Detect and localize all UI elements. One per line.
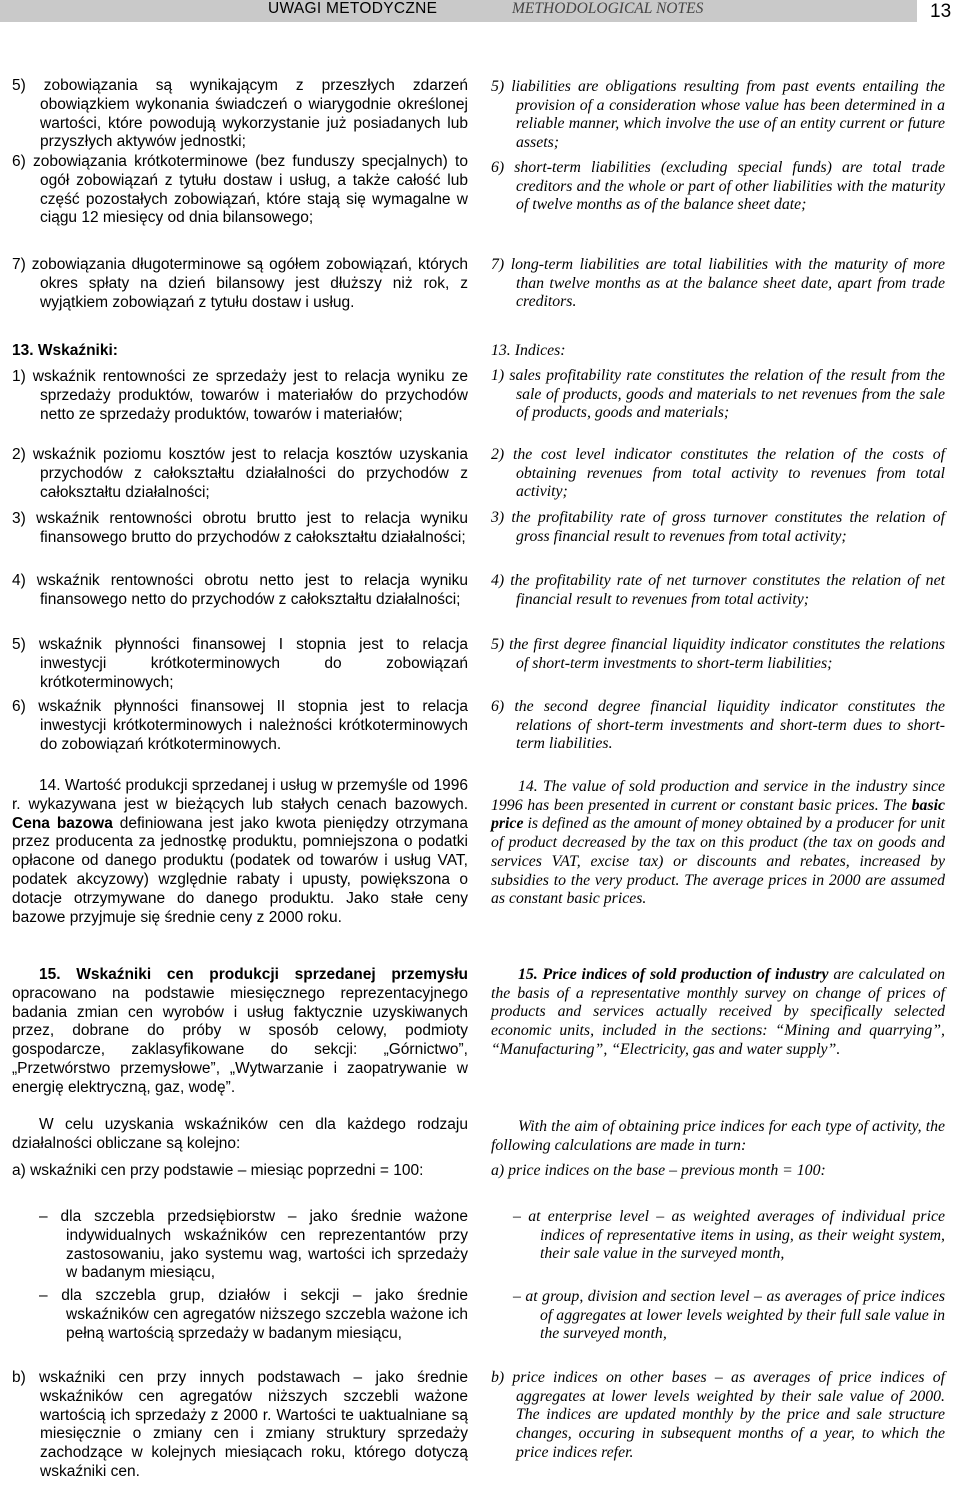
calculation-intro-pl: W celu uzyskania wskaźników cen dla każdego rodzaju działalności obliczane są kolejno: <box>12 1116 468 1152</box>
section-15-body-en: are calculated on the basis of a representative monthly survey on change of prices of products and services actually received by specifically selected economic units, included in the sections: “Mining and quarrying”, “Manufacturing”, “Electricity, gas and water supply”. <box>491 966 945 1058</box>
indicator-3-en: 3) the profitability rate of gross turnover constitutes the relation of gross financial result to revenues from total activity; <box>491 509 945 545</box>
indicator-1-pl: 1) wskaźnik rentowności ze sprzedaży jest to relacja wyniku ze sprzedaży produktów, towarów i materiałów do przychodów netto ze sprzedaży produktów, towarów i materiałów; <box>12 368 468 423</box>
item-b-en: b) price indices on other bases – as averages of price indices of aggregates at lower levels weighted by their sale value of 2000. The indices are updated monthly by the price and sale structure changes, occuring in subsequent months of a year, to which the price indices refer. <box>491 1369 945 1461</box>
indicator-5-pl: 5) wskaźnik płynności finansowej I stopnia jest to relacja inwestycji krótkoterminowych do zobowiązań krótkoterminowych; <box>12 636 468 691</box>
item-6-pl: 6) zobowiązania krótkoterminowe (bez funduszy specjalnych) to ogół zobowiązań z tytułu dostaw i usług, a także całość lub część pozostałych zobowiązań, które stają się wymagalne w ciągu 12 miesięcy od dnia bilansowego; <box>12 153 468 227</box>
section-14-body-pl: definiowana jest jako kwota pieniędzy otrzymana przez producenta za jednostkę produktu, pomniejszona o podatki opłacone od danego produktu (podatek od towarów i usług VAT, podatek akcyzowy) względnie rabaty i upusty, powiększona o dotacje otrzymywane do danego produktu. Jako stałe ceny bazowe przyjmuje się średnie ceny z 2000 roku. <box>12 814 468 926</box>
page-number: 13 <box>930 1 952 22</box>
indicator-4-en: 4) the profitability rate of net turnover constitutes the relation of net financial result to revenues from total activity; <box>491 572 945 608</box>
basic-price-term-en: basic price <box>491 796 945 833</box>
indicator-2-pl: 2) wskaźnik poziomu kosztów jest to relacja kosztów uzyskania przychodów z całokształtu działalności do przychodów z całokształtu działalności; <box>12 446 468 501</box>
basic-price-term-pl: Cena bazowa <box>12 814 113 832</box>
indicator-4-pl: 4) wskaźnik rentowności obrotu netto jest to relacja wyniku finansowego netto do przychodów z całokształtu działalności; <box>12 572 468 608</box>
section-13-heading-pl: 13. Wskaźniki: <box>12 342 118 359</box>
dash-item-1-en: – at enterprise level – as weighted averages of individual price indices of representative items in using, as their weight system, their sale value in the surveyed month, <box>513 1208 945 1263</box>
calculation-intro-en: With the aim of obtaining price indices for each type of activity, the following calculations are made in turn: <box>491 1118 945 1154</box>
item-a-en: a) price indices on the base – previous month = 100: <box>491 1162 826 1179</box>
item-7-en: 7) long-term liabilities are total liabilities with the maturity of more than twelve months as at the balance sheet date, apart from trade creditors. <box>491 256 945 311</box>
indicator-2-en: 2) the cost level indicator constitutes the relation of the costs of obtaining revenues from total activity to revenues from total activity; <box>491 446 945 501</box>
page-header <box>0 0 960 44</box>
section-15-heading-en: 15. Price indices of sold production of industry <box>518 966 829 983</box>
dash-item-1-pl: – dla szczebla przedsiębiorstw – jako średnie ważone indywidualnych wskaźników cen reprezentantów przy zastosowaniu, jako systemu wag, wartości ich sprzedaży w badanym miesiącu, <box>39 1208 468 1282</box>
section-13-heading-en: 13. Indices: <box>491 342 566 359</box>
indicator-5-en: 5) the first degree financial liquidity indicator constitutes the relations of short-term investments to short-term liabilities; <box>491 636 945 672</box>
item-7-pl: 7) zobowiązania długoterminowe są ogółem zobowiązań, których okres spłaty na dzień bilansowy jest dłuższy niż rok, z wyjątkiem zobowiązań z tytułu dostaw i usług. <box>12 256 468 311</box>
indicator-3-pl: 3) wskaźnik rentowności obrotu brutto jest to relacja wyniku finansowego brutto do przychodów z całokształtu działalności; <box>12 510 468 546</box>
section-14-pl <box>12 777 468 927</box>
header-title-polish: UWAGI METODYCZNE <box>268 0 438 17</box>
header-band <box>0 0 917 22</box>
section-14-intro-pl: 14. Wartość produkcji sprzedanej i usług w przemyśle od 1996 r. wykazywana jest w bieżących lub stałych cenach bazowych. <box>12 777 468 813</box>
section-15-en <box>491 966 945 1060</box>
item-5-pl: 5) zobowiązania są wynikającym z przeszłych zdarzeń obowiązkiem wykonania świadczeń o wiarygodnie określonej wartości, które powodują wykorzystanie już posiadanych lub przyszłych aktywów jednostki; <box>12 77 468 151</box>
item-5-en: 5) liabilities are obligations resulting from past events entailing the provision of a consideration whose value has been determined in a reliable manner, which involve the use of an entity current or future assets; <box>491 78 945 152</box>
section-14-intro-en: 14. The value of sold production and service in the industry since 1996 has been presented in current or constant basic prices. The <box>491 778 945 814</box>
section-14-body-en: is defined as the amount of money obtained by a producer for unit of product decreased by the tax on this product (the tax on goods and services VAT, excise tax) or discounts and rebates, increased by subsidies to the very product. The average prices in 2000 are assumed as constant basic prices. <box>491 815 945 908</box>
indicator-6-en: 6) the second degree financial liquidity indicator constitutes the relations of short-term investments and short-term dues to short-term liabilities. <box>491 698 945 753</box>
item-6-en: 6) short-term liabilities (excluding special funds) are total trade creditors and the whole or part of other liabilities with the maturity of twelve months as of the balance sheet date; <box>491 159 945 214</box>
item-a-pl: a) wskaźniki cen przy podstawie – miesiąc poprzedni = 100: <box>12 1162 424 1179</box>
item-b-pl: b) wskaźniki cen przy innych podstawach – jako średnie wskaźników cen agregatów niższych szczebli ważone wartością ich sprzedaży z 2000 r. Wartości te uaktualniane są miesięcznie o zmiany cen i zmiany struktury sprzedaży zachodzące w kolejnych miesiącach roku, którego dotyczą wskaźniki cen. <box>12 1369 468 1480</box>
section-14-en <box>491 778 945 909</box>
section-15-pl <box>12 966 468 1098</box>
section-15-body-pl: opracowano na podstawie miesięcznego reprezentacyjnego badania zmian cen wyrobów i usług faktycznie uzyskiwanych przez, dobrane do próby w sposób celowy, podmioty gospodarcze, zaklasyfikowane do sekcji: „Górnictwo”, „Przetwórstwo przemysłowe”, „Wytwarzanie i zaopatrywanie w energię elektryczną, gaz, wodę”. <box>12 984 468 1096</box>
indicator-6-pl: 6) wskaźnik płynności finansowej II stopnia jest to relacja inwestycji krótkoterminowych i należności krótkoterminowych do zobowiązań krótkoterminowych. <box>12 698 468 753</box>
header-title-english: METHODOLOGICAL NOTES <box>512 0 704 17</box>
dash-item-2-pl: – dla szczebla grup, działów i sekcji – jako średnie wskaźników cen agregatów niższego szczebla ważone ich pełną wartością sprzedaży w badanym miesiącu, <box>39 1287 468 1342</box>
section-15-heading-pl: 15. Wskaźniki cen produkcji sprzedanej przemysłu <box>39 966 468 983</box>
dash-item-2-en: – at group, division and section level – as averages of price indices of aggregates at lower levels weighted by their full sale value in the surveyed month, <box>513 1288 945 1343</box>
indicator-1-en: 1) sales profitability rate constitutes the relation of the result from the sale of products, goods and materials to net revenues from the sale of products, goods and materials; <box>491 367 945 422</box>
